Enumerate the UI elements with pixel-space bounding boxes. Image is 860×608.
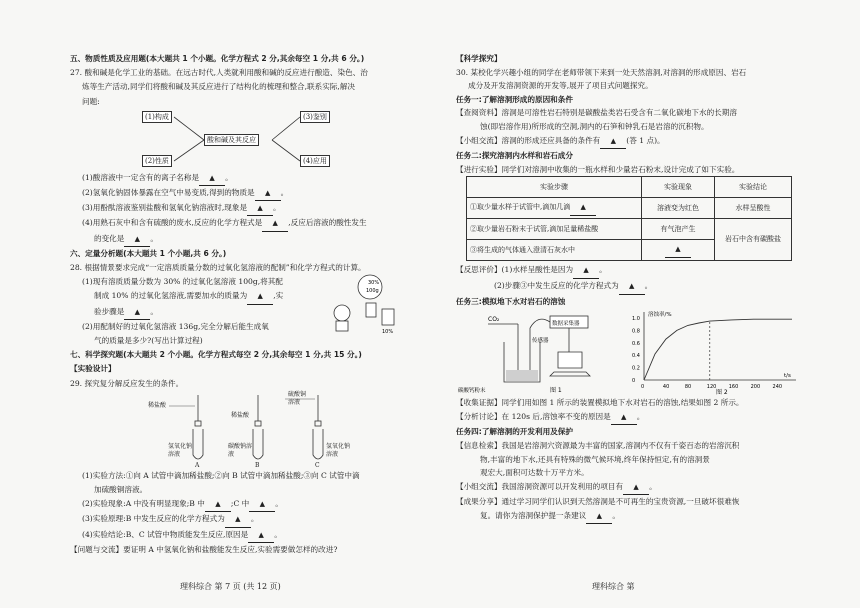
section-5-heading: 五、物质性质及应用题(本大题共 1 个小题。化学方程式 2 分,其余每空 1 分,共 6 分。): [70, 54, 365, 63]
collect-evidence: 【收集证据】同学们用如图 1 所示的装置模拟地下水对岩石的溶蚀,结果如图 2 所示。: [456, 398, 744, 408]
bottle-label-100g: 100g: [366, 288, 379, 295]
mind-map-center: 酸和碱及其反应: [204, 134, 259, 146]
task-1-heading: 任务一:了解溶洞形成的原因和条件: [456, 94, 573, 104]
q29-item-1-cont: 加硫酸铜溶液。: [94, 485, 148, 495]
q28-line-3: 制成 10% 的过氧化氢溶液,需要加水的质量为 ▲ ,实: [70, 289, 410, 304]
q30-line-1: 30. 某校化学兴趣小组的同学在老师带领下来到一处天然溶洞,对溶洞的形成原因、岩石: [456, 67, 747, 77]
tube-a-solution: 氢氧化钠溶液: [168, 442, 193, 458]
table-header-steps: 实验步骤: [467, 177, 642, 198]
y-tick-label: 1.0: [632, 316, 640, 323]
mind-map-node-identification: (3)鉴别: [300, 111, 330, 123]
info-line-1: 【信息检索】我国是岩溶洞穴资源最为丰富的国家,溶洞内不仅有千姿百态的岩溶沉积: [456, 440, 740, 450]
share-line-2: 复。请你为溶洞保护提一条建议 ▲ 。: [456, 509, 802, 525]
q29-item-3: (3)实验原理:B 中发生反应的化学方程式为 ▲ 。: [70, 512, 410, 527]
section-7-heading: 七、科学探究题(本大题共 2 个小题。化学方程式每空 2 分,其余每空 1 分,共 15 分。): [70, 350, 362, 360]
tube-c-label: C: [315, 461, 320, 469]
q28-body: [70, 275, 410, 348]
dissolution-rate-chart: [624, 308, 804, 396]
q27-line-2: 炼等生产活动,同学们将酸和碱及其反应进行了结构化的梳理和整合,联系实际,解决: [82, 82, 356, 92]
group-discussion-2: 【小组交流】我国溶洞资源可以开发利用的项目有 ▲ 。: [456, 480, 802, 496]
experiment-table: [466, 176, 792, 261]
x-tick-label: 0: [641, 384, 645, 391]
analysis-discussion: 【分析讨论】在 120s 后,溶蚀率不变的原因是 ▲ 。: [456, 410, 802, 426]
mind-map-node-application: (4)应用: [300, 155, 330, 167]
q28-line-2: (1)现有溶质质量分数为 30% 的过氧化氢溶液 100g,将其配: [82, 277, 283, 287]
task-4-heading: 任务四:了解溶洞的开发利用及保护: [456, 427, 573, 437]
mind-map: [70, 109, 410, 171]
x-tick-label: 200: [750, 384, 761, 391]
x-axis-label: t/s: [784, 373, 791, 380]
reference-line-2: 蚀(即岩溶作用)所形成的空洞,洞内的石笋和钟乳石是岩溶的沉积物。: [480, 121, 709, 131]
dilution-illustration: [330, 273, 400, 335]
left-page-footer: 理科综合 第 7 页 (共 12 页): [180, 582, 281, 591]
table-header-phenomena: 实验现象: [642, 177, 715, 198]
x-tick-label: 240: [772, 384, 783, 391]
science-inquiry-heading: 【科学探究】: [456, 54, 502, 63]
y-tick-label: 0: [632, 378, 636, 385]
tube-c-solution: 氢氧化钠溶液: [326, 442, 351, 458]
mind-map-node-properties: (2)性质: [142, 155, 172, 167]
data-collector-label: 数据采集器: [552, 321, 580, 328]
q27-item-4-cont: 的变化是 ▲ 。: [70, 232, 410, 247]
q27-item-3: (3)用酚酞溶液鉴别盐酸和氢氧化钠溶液时,现象是 ▲ 。: [70, 201, 410, 216]
q27-line-3: 问题:: [82, 96, 100, 106]
q29-question-exchange: 【问题与交流】要证明 A 中氢氧化钠和盐酸能发生反应,实验需要做怎样的改进?: [70, 544, 338, 554]
q29-title: 29. 探究复分解反应发生的条件。: [70, 378, 184, 388]
q28-line-1: 28. 根据情景要求完成“一定溶质质量分数的过氧化氢溶液的配制”和化学方程式的计算。: [70, 263, 366, 273]
figures-row: [456, 308, 802, 396]
q29-item-2: (2)实验现象:A 中没有明显现象;B 中 ▲ ;C 中 ▲ 。: [70, 497, 410, 512]
table-cell-step: ③将生成的气体通入澄清石灰水中: [467, 240, 642, 261]
table-row: [467, 219, 792, 240]
y-axis-label: 溶蚀率/%: [648, 312, 672, 319]
q28-line-5: (2)用配制好的过氧化氢溶液 136g,完全分解后能生成氧: [82, 321, 269, 331]
x-tick-label: 80: [684, 384, 692, 391]
reflection-1: 【反思评价】(1)水样呈酸性是因为 ▲ 。: [456, 263, 802, 279]
left-column: [70, 52, 410, 557]
table-cell-conclusion: 岩石中含有碳酸盐: [715, 219, 792, 261]
task-3-heading: 任务三:模拟地下水对岩石的溶蚀: [456, 296, 566, 306]
tube-b-solution: 碳酸钠溶液: [228, 442, 253, 458]
bottle-label-10: 10%: [382, 329, 394, 336]
x-tick-label: 120: [706, 384, 717, 391]
q27-line-1: 27. 酸和碱是化学工业的基础。在远古时代,人类就利用酸和碱的反应进行酿造、染色、治: [70, 68, 368, 78]
y-tick-label: 0.8: [632, 328, 640, 335]
series-line-dissolution: [644, 319, 792, 380]
powder-label: 碳酸钙粉末: [458, 388, 486, 395]
table-header-row: [467, 177, 792, 198]
figure-2-label: 图 2: [716, 389, 728, 397]
table-header-conclusion: 实验结论: [715, 177, 792, 198]
q29-item-4: (4)实验结论:B、C 试管中物质能发生反应,原因是 ▲ 。: [70, 528, 410, 543]
table-cell-phenomenon: 溶液变为红色: [642, 198, 715, 219]
figure-1-label: 图 1: [550, 387, 562, 395]
tube-c-reagent: 硫酸铜溶液: [288, 390, 307, 406]
mind-map-node-composition: (1)构成: [142, 111, 172, 123]
x-tick-label: 160: [728, 384, 739, 391]
x-tick-label: 40: [662, 384, 670, 391]
experiment-design-tag: 【实验设计】: [70, 364, 116, 374]
q28-line-4: 验步骤是 ▲ 。: [70, 305, 410, 320]
q27-item-1: (1)酸溶液中一定含有的离子名称是 ▲ 。: [70, 171, 410, 186]
table-cell-step: ②取少量岩石粉末于试管,滴加足量稀盐酸: [467, 219, 642, 240]
table-cell-step: ①取少量水样于试管中,滴加几滴 ▲: [467, 198, 642, 219]
table-cell-phenomenon-blank: ▲: [642, 240, 715, 261]
apparatus-figure: [458, 308, 618, 396]
share-line-1: 【成果分享】通过学习同学们认识到天然溶洞是不可再生的宝贵资源,一旦破坏很难恢: [456, 497, 740, 507]
reference-line-1: 【查阅资料】溶洞是可溶性岩石特别是碳酸盐类岩石受含有二氧化碳地下水的长期溶: [456, 108, 737, 118]
q30-line-2: 成分及开发溶洞资源的开发等,展开了项目式问题探究。: [468, 81, 653, 91]
group-discussion-1: 【小组交流】溶洞的形成还应具备的条件有 ▲ (答 1 点)。: [456, 134, 802, 150]
section-6-heading: 六、定量分析题(本大题共 1 个小题,共 6 分。): [70, 248, 227, 258]
table-cell-conclusion: 水样呈酸性: [715, 198, 792, 219]
tube-b-label: B: [255, 461, 260, 469]
q29-item-1: (1)实验方法:①向 A 试管中滴加稀盐酸;②向 B 试管中滴加稀盐酸;③向 C 试管中滴: [82, 470, 360, 480]
y-tick-label: 0.6: [632, 340, 640, 347]
bottle-label-30: 30%: [368, 280, 380, 287]
tube-a-reagent: 稀盐酸: [148, 401, 167, 409]
co2-label: CO₂: [488, 316, 500, 324]
table-cell-phenomenon: 有气泡产生: [642, 219, 715, 240]
q27-item-2: (2)氢氧化钠固体暴露在空气中易变质,得到的物质是 ▲ 。: [70, 186, 410, 201]
sensor-label: 传感器: [532, 338, 549, 345]
tube-a-label: A: [195, 461, 200, 469]
experiment-intro: 【进行实验】同学们对溶洞中收集的一瓶水样和少量岩石粉末,设计完成了如下实验。: [456, 164, 740, 174]
q27-item-4: (4)用熟石灰中和含有硫酸的废水,反应的化学方程式是 ▲ ,反应后溶液的酸性发生: [70, 216, 410, 231]
right-page-footer: 理科综合 第: [592, 582, 635, 591]
right-column: [456, 52, 802, 524]
task-2-heading: 任务二:探究溶洞内水样和岩石成分: [456, 151, 573, 161]
y-tick-label: 0.2: [632, 365, 640, 372]
y-tick-label: 0.4: [632, 353, 640, 360]
info-line-2: 物,丰富的地下水,还具有特殊的微气候环境,终年保持恒定,有的溶洞景: [480, 454, 710, 464]
q28-line-6: 气的质量是多少?(写出计算过程): [94, 336, 203, 346]
reflection-2: (2)步骤③中发生反应的化学方程式为 ▲ 。: [456, 279, 802, 295]
tube-b-reagent: 稀盐酸: [231, 411, 250, 419]
info-line-3: 观宏大,面积可达数十万平方米。: [480, 468, 589, 478]
table-row: [467, 198, 792, 219]
test-tubes-figure: [70, 391, 410, 469]
